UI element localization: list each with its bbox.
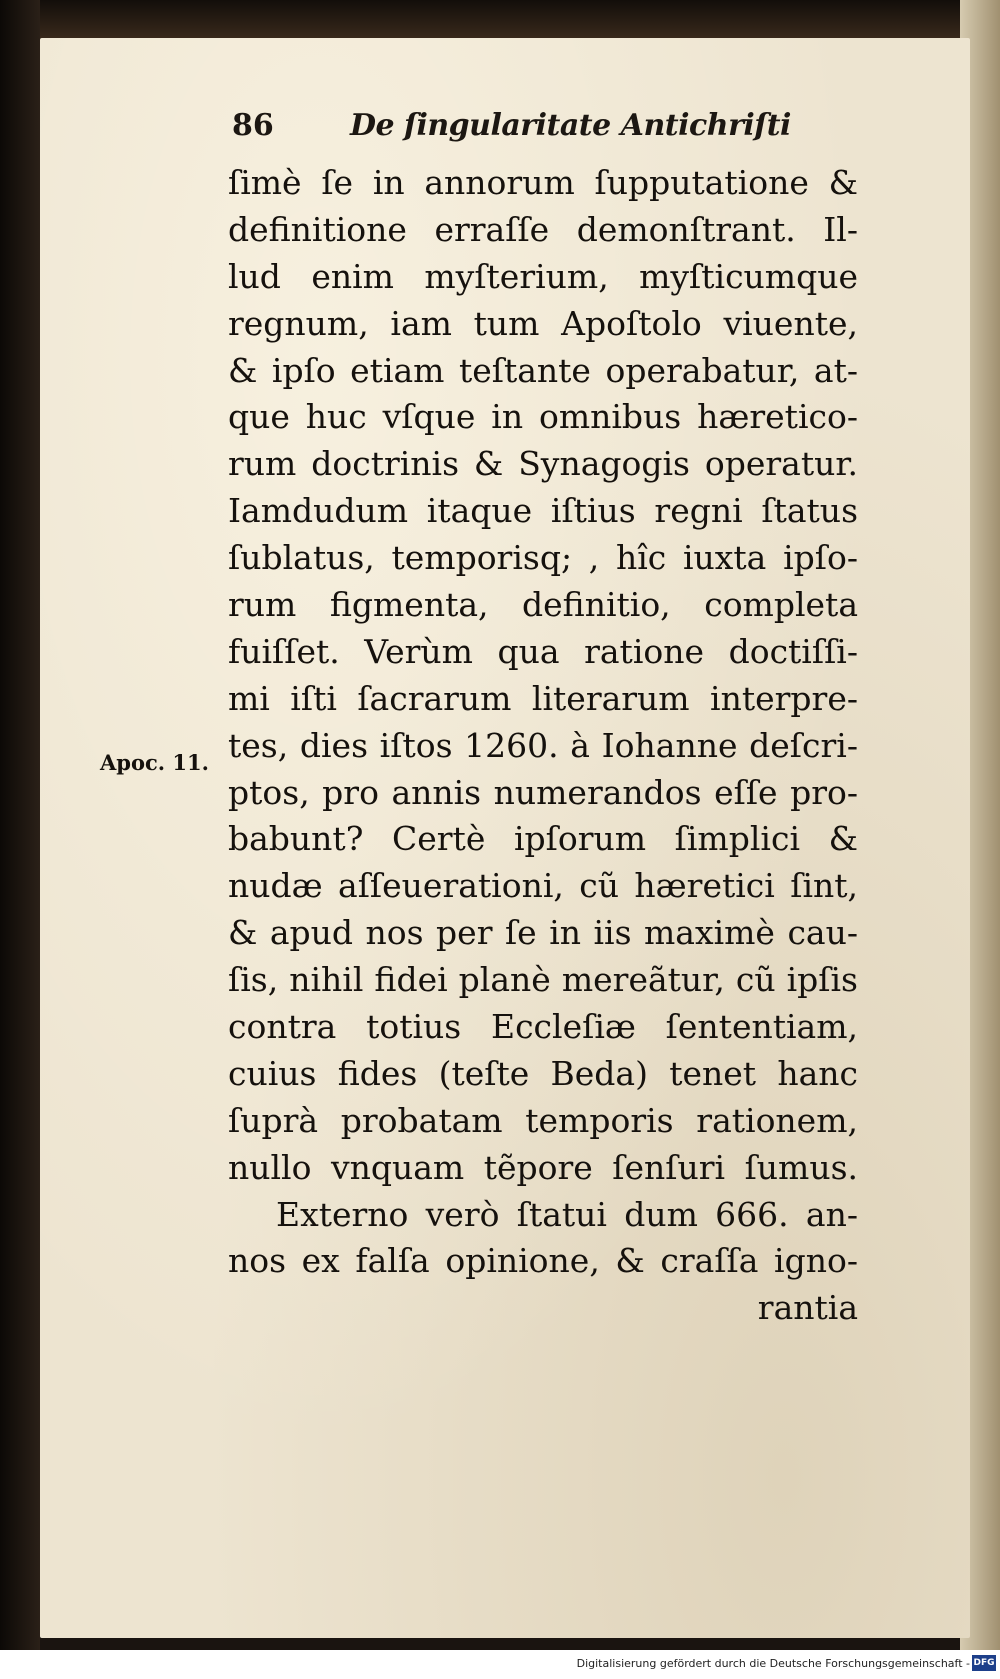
text-line: cuius fides (teſte Beda) tenet hanc: [228, 1053, 858, 1093]
text-line: fuiſſet. Verùm qua ratione doctiſſi-: [228, 631, 858, 671]
footer-bar: [0, 1650, 1000, 1679]
text-line: ptos, pro annis numerandos eſſe pro-: [228, 772, 858, 812]
text-line: & apud nos per ſe in iis maximè cau-: [228, 913, 858, 953]
text-line: babunt? Certè ipſorum ſimplici &: [228, 819, 858, 859]
body-text: [228, 160, 858, 1332]
running-title: De ſingularitate Antichriſti: [350, 108, 791, 143]
marginal-note: Apoc. 11.: [100, 750, 209, 775]
text-line: nudæ aſſeuerationi, cũ hæretici ſint,: [228, 866, 858, 906]
text-line: rum doctrinis & Synagogis operatur.: [228, 444, 858, 484]
text-line: nos ex falſa opinione, & craſſa igno-: [228, 1241, 858, 1281]
binding-left-shadow: [0, 0, 40, 1650]
text-line: mi iſti ſacrarum literarum interpre-: [228, 678, 858, 718]
footer-credit: Digitalisierung gefördert durch die Deutsche Forschungsgemeinschaft -: [576, 1657, 970, 1670]
text-line: regnum, iam tum Apoſtolo viuente,: [228, 303, 858, 343]
catchword: rantia: [757, 1288, 858, 1328]
page-number: 86: [232, 108, 274, 143]
text-line: ſimè ſe in annorum ſupputatione &: [228, 163, 858, 202]
running-head: [232, 108, 792, 152]
binding-top-edge: [0, 0, 1000, 40]
text-line: rum figmenta, definitio, completa: [228, 585, 858, 625]
text-line: nullo vnquam tẽpore ſenſuri ſumus.: [228, 1147, 858, 1187]
text-line: contra totius Eccleſiæ ſententiam,: [228, 1007, 858, 1047]
text-line: que huc vſque in omnibus hæretico-: [228, 397, 858, 437]
text-line: ſis, nihil fidei planè mereãtur, cũ ipſis: [228, 960, 858, 1000]
text-line: tes, dies iſtos 1260. à Iohanne deſcri-: [228, 725, 858, 765]
dfg-logo: DFG: [972, 1655, 996, 1671]
text-line: Iamdudum itaque iſtius regni ſtatus: [228, 491, 858, 531]
text-line: lud enim myſterium, myſticumque: [228, 256, 858, 296]
text-line: & ipſo etiam teſtante operabatur, at-: [228, 350, 858, 390]
text-line-paragraph-start: Externo verò ſtatui dum 666. an-: [276, 1194, 858, 1234]
text-line: ſublatus, temporisq; , hîc iuxta ipſo-: [228, 538, 858, 578]
text-line: ſuprà probatam temporis rationem,: [228, 1100, 858, 1140]
text-line: definitione erraſſe demonſtrant. Il-: [228, 209, 858, 249]
